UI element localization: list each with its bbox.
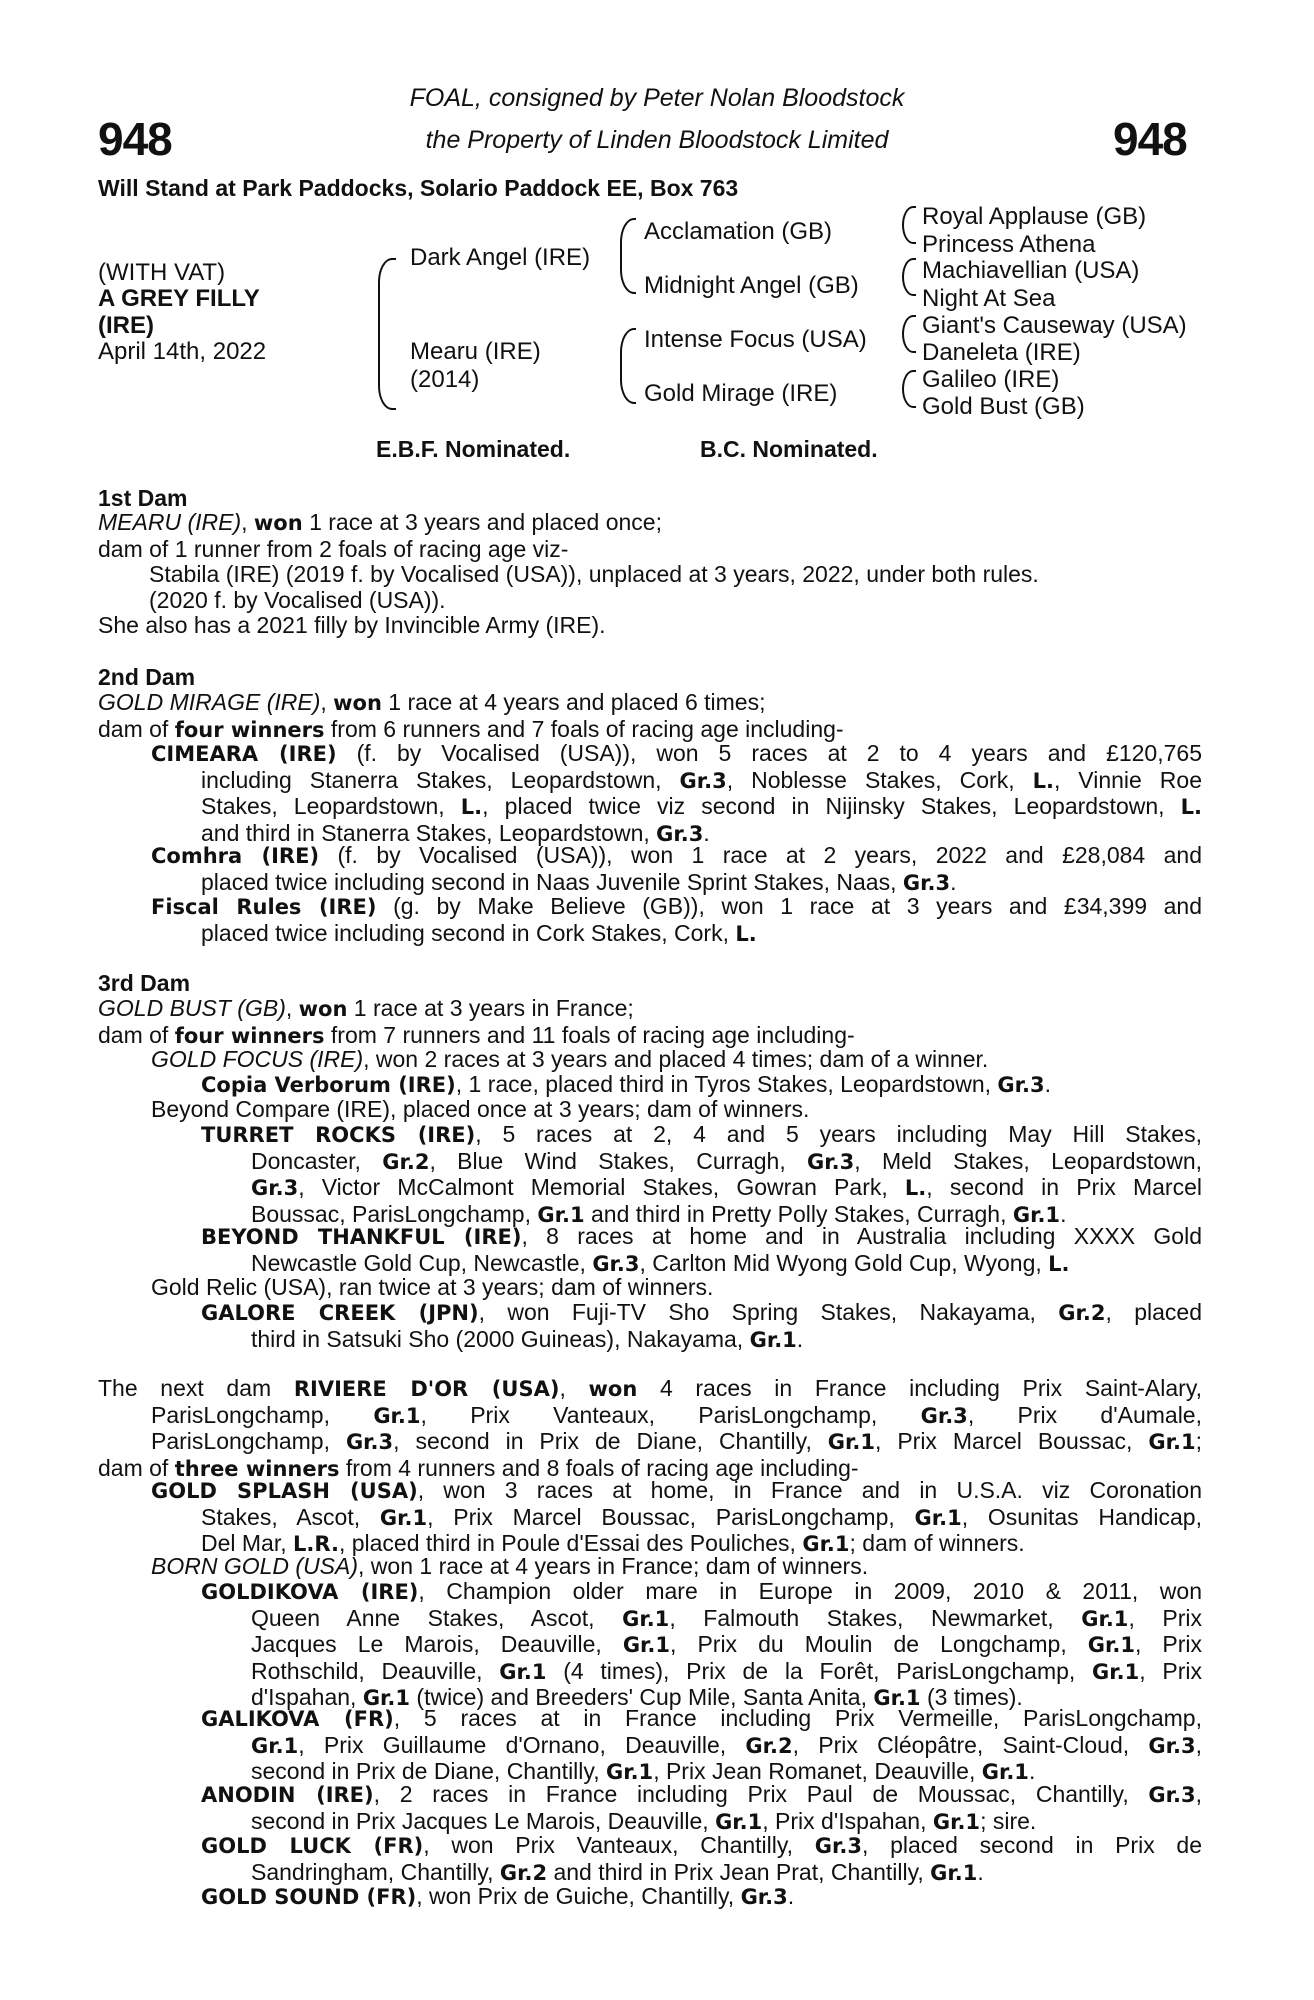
ancestor-4: Night At Sea	[922, 285, 1056, 312]
comhra-entry: Comhra (IRE) (f. by Vocalised (USA)), won 1 race at 2 years, 2022 and £28,084 and placed twice including second in Naas Juvenile Sprint Stakes, Naas, Gr.3.	[151, 842, 1202, 895]
next-dam-entry: The next dam RIVIERE D'OR (USA), won 4 races in France including Prix Saint-Alary, ParisLongchamp, Gr.1, Prix Vanteaux, ParisLongchamp, Gr.3, Prix d'Aumale, ParisLongchamp, Gr.3, second in Prix de Diane, Chantilly, Gr.1, Prix Marcel Boussac, Gr.1; dam of three winners from 4 runners and 8 foals of racing age including-	[98, 1375, 1202, 1481]
dam-dam: Gold Mirage (IRE)	[644, 380, 838, 407]
lot-number-left: 948	[98, 113, 172, 165]
ancestor-3: Machiavellian (USA)	[922, 257, 1140, 284]
fiscal-rules-entry: Fiscal Rules (IRE) (g. by Make Believe (GB)), won 1 race at 3 years and £34,399 and placed twice including second in Cork Stakes, Cork, L.	[151, 893, 1203, 946]
pedigree-brace-g3	[902, 315, 916, 353]
goldikova-entry: GOLDIKOVA (IRE), Champion older mare in Europe in 2009, 2010 & 2011, won Queen Anne Stakes, Ascot, Gr.1, Falmouth Stakes, Newmarket, Gr.1, Prix Jacques Le Marois, Deauville, Gr.1, Prix du Moulin de Longchamp, Gr.1, Prix Rothschild, Deauville, Gr.1 (4 times), Prix de la Forêt, ParisLongchamp, Gr.1, Prix d'Ispahan, Gr.1 (twice) and Breeders' Cup Mile, Santa Anita, Gr.1 (3 times).	[201, 1578, 1203, 1710]
pedigree-brace-sire	[620, 218, 636, 294]
pedigree-brace-g1	[902, 206, 916, 244]
born-gold-entry: BORN GOLD (USA), won 1 race at 4 years in France; dam of winners.	[151, 1553, 869, 1579]
copia-verborum-entry: Copia Verborum (IRE), 1 race, placed third in Tyros Stakes, Leopardstown, Gr.3.	[201, 1071, 1051, 1097]
pedigree-brace-g2	[902, 258, 916, 296]
ancestor-5: Giant's Causeway (USA)	[922, 312, 1187, 339]
first-dam-name: MEARU (IRE)	[98, 509, 242, 535]
first-dam-note: She also has a 2021 filly by Invincible Army (IRE).	[98, 612, 606, 638]
first-dam-produce-1: Stabila (IRE) (2019 f. by Vocalised (USA)), unplaced at 3 years, 2022, under both rules.	[149, 561, 1039, 587]
galore-creek-entry: GALORE CREEK (JPN), won Fuji-TV Sho Spring Stakes, Nakayama, Gr.2, placed third in Satsuki Sho (2000 Guineas), Nakayama, Gr.1.	[201, 1299, 1202, 1352]
dam-name: Mearu (IRE)	[410, 338, 541, 365]
ancestor-1: Royal Applause (GB)	[922, 203, 1147, 230]
beyond-compare-entry: Beyond Compare (IRE), placed once at 3 years; dam of winners.	[151, 1096, 810, 1122]
gold-splash-entry: GOLD SPLASH (USA), won 3 races at home, in France and in U.S.A. viz Coronation Stakes, Ascot, Gr.1, Prix Marcel Boussac, ParisLongchamp, Gr.1, Osunitas Handicap, Del Mar, L.R., placed third in Poule d'Essai des Pouliches, Gr.1; dam of winners.	[151, 1477, 1202, 1556]
second-dam-entry: GOLD MIRAGE (IRE), won 1 race at 4 years and placed 6 times; dam of four winners from 6 runners and 7 foals of racing age including-	[98, 689, 844, 742]
anodin-entry: ANODIN (IRE), 2 races in France including Prix Paul de Moussac, Chantilly, Gr.3, second in Prix Jacques Le Marois, Deauville, Gr.1, Prix d'Ispahan, Gr.1; sire.	[201, 1781, 1202, 1834]
second-dam-title: 2nd Dam	[98, 664, 196, 690]
sire-dam: Midnight Angel (GB)	[644, 272, 859, 299]
turret-rocks-entry: TURRET ROCKS (IRE), 5 races at 2, 4 and 5 years including May Hill Stakes, Doncaster, Gr.2, Blue Wind Stakes, Curragh, Gr.3, Meld Stakes, Leopardstown, Gr.3, Victor McCalmont Memorial Stakes, Gowran Park, L., second in Prix Marcel Boussac, ParisLongchamp, Gr.1 and third in Pretty Polly Stakes, Curragh, Gr.1.	[201, 1121, 1203, 1227]
foaling-date: April 14th, 2022	[98, 338, 267, 365]
lot-number-right: 948	[1113, 113, 1187, 165]
consignor-line: FOAL, consigned by Peter Nolan Bloodstock	[409, 84, 905, 112]
sire-name: Dark Angel (IRE)	[410, 244, 591, 271]
first-dam-entry: MEARU (IRE), won 1 race at 3 years and placed once; dam of 1 runner from 2 foals of racing age viz- Stabila (IRE) (2019 f. by Vocalised (USA)), unplaced at 3 years, 2022, under both rules. (2020 f. by Vocalised (USA)). She also has a 2021 filly by Invincible Army (IRE).	[98, 510, 1202, 639]
gold-sound-entry: GOLD SOUND (FR), won Prix de Guiche, Chantilly, Gr.3.	[201, 1883, 795, 1909]
beyond-thankful-entry: BEYOND THANKFUL (IRE), 8 races at home and in Australia including XXXX Gold Newcastle Gold Cup, Newcastle, Gr.3, Carlton Mid Wyong Gold Cup, Wyong, L.	[201, 1223, 1202, 1276]
ancestor-2: Princess Athena	[922, 231, 1096, 258]
cimeara-entry: CIMEARA (IRE) (f. by Vocalised (USA)), won 5 races at 2 to 4 years and £120,765 including Stanerra Stakes, Leopardstown, Gr.3, Noblesse Stakes, Cork, L., Vinnie Roe Stakes, Leopardstown, L., placed twice viz second in Nijinsky Stakes, Leopardstown, L. and third in Stanerra Stakes, Leopardstown, Gr.3.	[151, 740, 1202, 846]
galikova-entry: GALIKOVA (FR), 5 races at in France including Prix Vermeille, ParisLongchamp, Gr.1, Prix Guillaume d'Ornano, Deauville, Gr.2, Prix Cléopâtre, Saint-Cloud, Gr.3, second in Prix de Diane, Chantilly, Gr.1, Prix Jean Romanet, Deauville, Gr.1.	[201, 1705, 1203, 1784]
sire-sire: Acclamation (GB)	[644, 218, 833, 245]
ancestor-8: Gold Bust (GB)	[922, 393, 1085, 420]
ancestor-7: Galileo (IRE)	[922, 366, 1060, 393]
pedigree-brace-main	[378, 258, 396, 410]
dam-sire: Intense Focus (USA)	[644, 326, 867, 353]
pedigree-brace-g4	[902, 370, 916, 408]
stand-location: Will Stand at Park Paddocks, Solario Paddock EE, Box 763	[98, 175, 739, 201]
property-line: the Property of Linden Bloodstock Limited	[425, 126, 889, 154]
gold-focus-entry: GOLD FOCUS (IRE), won 2 races at 3 years and placed 4 times; dam of a winner.	[151, 1046, 989, 1072]
pedigree-brace-dam	[620, 328, 636, 404]
horse-name-line1: A GREY FILLY	[98, 285, 260, 312]
ebf-nomination: E.B.F. Nominated.	[376, 436, 571, 462]
ancestor-6: Daneleta (IRE)	[922, 339, 1081, 366]
vat-note: (WITH VAT)	[98, 259, 226, 286]
third-dam-title: 3rd Dam	[98, 970, 191, 996]
gold-luck-entry: GOLD LUCK (FR), won Prix Vanteaux, Chantilly, Gr.3, placed second in Prix de Sandringham, Chantilly, Gr.2 and third in Prix Jean Prat, Chantilly, Gr.1.	[201, 1832, 1202, 1885]
bc-nomination: B.C. Nominated.	[700, 436, 878, 462]
gold-relic-entry: Gold Relic (USA), ran twice at 3 years; dam of winners.	[151, 1274, 714, 1300]
third-dam-entry: GOLD BUST (GB), won 1 race at 3 years in France; dam of four winners from 7 runners and 11 foals of racing age including-	[98, 995, 855, 1048]
first-dam-title: 1st Dam	[98, 485, 188, 511]
horse-name-line2: (IRE)	[98, 312, 154, 339]
dam-year: (2014)	[410, 366, 480, 393]
first-dam-produce-2: (2020 f. by Vocalised (USA)).	[149, 586, 446, 613]
